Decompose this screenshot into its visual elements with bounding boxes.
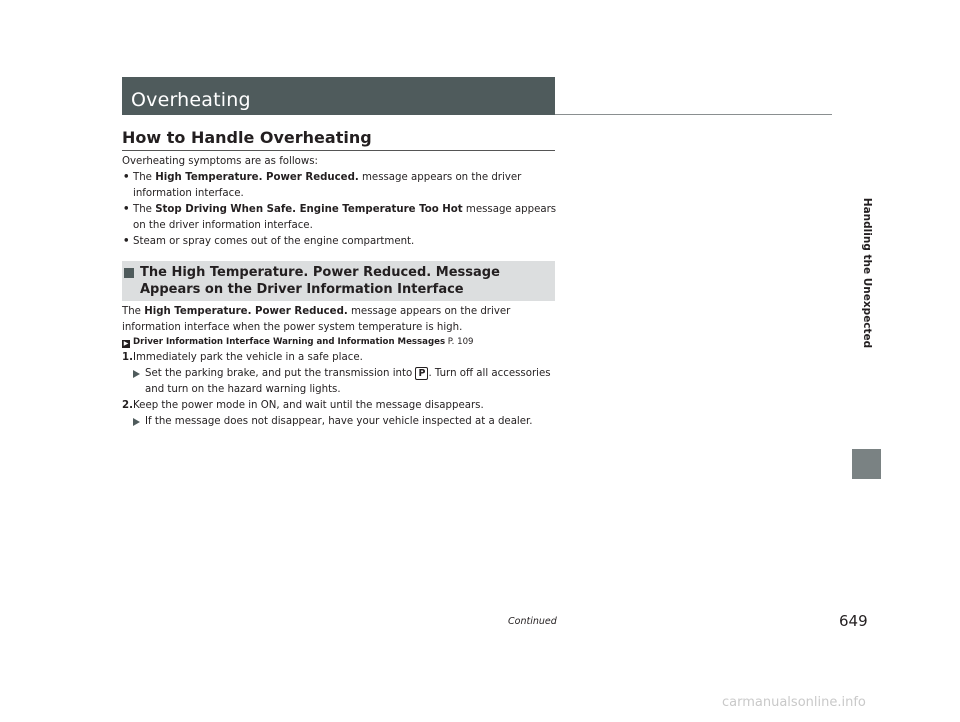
- cross-reference-page: P. 109: [447, 337, 474, 347]
- cross-reference-link[interactable]: [122, 336, 562, 348]
- substep-text: . Turn off all accessories and turn on the hazard warning lights.: [145, 368, 551, 395]
- paragraph-text: The: [122, 306, 145, 317]
- substep-text: Set the parking brake, and put the transmission into: [145, 368, 416, 379]
- step-text: Immediately park the vehicle in a safe place.: [133, 352, 363, 363]
- procedure-steps: [122, 350, 562, 430]
- cross-reference-arrow-icon: ▶: [123, 340, 129, 347]
- sidebar-chapter-label: [852, 104, 881, 442]
- bullet-text: Steam or spray comes out of the engine compartment.: [133, 236, 415, 247]
- list-item: [122, 202, 562, 234]
- chapter-title: Overheating: [131, 89, 251, 111]
- step-substep: [133, 414, 562, 430]
- symptom-list: [122, 170, 562, 250]
- bullet-bold-text: High Temperature. Power Reduced.: [155, 172, 359, 183]
- square-bullet-icon: [124, 268, 134, 278]
- header-rule: [555, 114, 832, 115]
- section-heading: How to Handle Overheating: [122, 128, 372, 147]
- intro-text: Overheating symptoms are as follows:: [122, 156, 318, 167]
- bullet-bold-text: Stop Driving When Safe. Engine Temperature Too Hot: [155, 204, 463, 215]
- step-2: [122, 398, 562, 430]
- subsection-paragraph: [122, 304, 562, 336]
- subsection-heading-box: [122, 261, 555, 301]
- bullet-icon: •: [123, 236, 130, 247]
- page-number: 649: [839, 612, 868, 630]
- substep-text: If the message does not disappear, have your vehicle inspected at a dealer.: [145, 416, 533, 427]
- sidebar-chapter-text: Handling the Unexpected: [860, 197, 873, 349]
- step-text: Keep the power mode in ON, and wait until the message disappears.: [133, 400, 484, 411]
- step-substep: [133, 366, 562, 398]
- subsection-heading: The High Temperature. Power Reduced. Message Appears on the Driver Information Interface: [140, 265, 500, 297]
- paragraph-bold-text: High Temperature. Power Reduced.: [144, 306, 348, 317]
- substep-arrow-icon: [133, 370, 140, 378]
- bullet-text: The: [133, 172, 156, 183]
- step-number: 2.: [122, 400, 133, 411]
- step-number: 1.: [122, 352, 133, 363]
- cross-reference-title: Driver Information Interface Warning and Information Messages: [133, 337, 446, 347]
- step-1: [122, 350, 562, 398]
- list-item: [122, 170, 562, 202]
- continued-label: Continued: [508, 616, 557, 627]
- list-item: [122, 234, 562, 250]
- section-rule: [122, 150, 555, 151]
- watermark: carmanualsonline.info: [722, 695, 866, 710]
- bullet-text: The: [133, 204, 156, 215]
- bullet-text: message appears on the driver information interface.: [133, 204, 557, 231]
- bullet-icon: •: [123, 204, 130, 215]
- bullet-icon: •: [123, 172, 130, 183]
- paragraph-text: message appears on the driver information interface when the power system temperature is high.: [122, 306, 511, 333]
- gear-p-icon: P: [415, 367, 428, 380]
- substep-arrow-icon: [133, 418, 140, 426]
- sidebar-chapter-tab[interactable]: [852, 449, 881, 479]
- bullet-text: message appears on the driver information interface.: [133, 172, 522, 199]
- chapter-header-band: [122, 77, 555, 115]
